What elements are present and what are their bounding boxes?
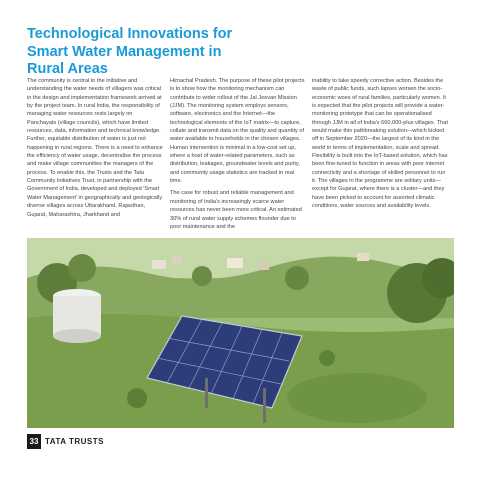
article-title xyxy=(27,26,327,79)
photo-illustration xyxy=(27,238,454,428)
paragraph: The case for robust and reliable management and monitoring of India's increasingly scarce water resources has never been more critical. An estimated 30% of rural water supply schemes flounder due to poor maintenance and the xyxy=(170,190,302,230)
title-line-3: Rural Areas xyxy=(27,61,108,77)
brand-name: TATA TRUSTS xyxy=(45,437,104,446)
body-column-1 xyxy=(27,77,163,223)
body-column-3 xyxy=(312,77,448,215)
paragraph: inability to take speedy corrective action. Besides the waste of public funds, such lapses worsen the socio-economic woes of rural families, particularly women. It is expected that the pilot projects will provide a water-monitoring prototype that can be operationalised through JJM in all of India's 660,000-plus villages. That would make this pathbreaking solution—which kicked off in September 2020—the largest of its kind in the world in terms of implementation, scale and spread. Flexibility is built into the IoT-based solution, which has been fine-tuned to function in areas with poor internet connectivity and a shortage of skilled personnel to run it. The villages in the programme are solitary units—except for Gujarat, where there is a cluster—and they have been picked to account for assorted climatic conditions, water sources and availability levels. xyxy=(312,78,448,210)
paragraph: The community is central to the initiative and understanding the water needs of villagers was critical in the design and implementation framework arrived at by the project team. In rural India, the responsibility of managing water resources rests largely on Panchayats (village councils), which have limited resources, data, information and technical knowledge. Further, equitable distribution of water is just not happening in rural regions. There is a need to enhance the efficiency of water usage, decentralise the process and make village communities the managers of the process. To enable this, the Trusts and the Tata Community Initiatives Trust, in partnership with the Government of India, developed and deployed 'Smart Water Management' in geographically and geologically diverse villages across Uttarakhand, Rajasthan, Gujarat, Maharashtra, Jharkhand and xyxy=(27,78,163,218)
paragraph: Himachal Pradesh. The purpose of these pilot projects is to show how the monitoring mechanism can contribute to wider rollout of the Jal Jeevan Mission (JJM). The monitoring system employs sensors, software, electronics and the Internet—the technological elements of the IoT matrix—to capture, collate and transmit data on the quality and quantity of water available to households in the chosen villages. Human intervention is minimal in a low-cost set up, where a host of water-related parameters, such as distribution, leakages, groundwater levels and purity, and community usage statistics are tracked in real time. xyxy=(170,78,305,185)
page-number: 33 xyxy=(27,434,41,449)
solar-panel-photo xyxy=(27,238,454,428)
body-column-2 xyxy=(170,77,306,235)
title-line-1: Technological Innovations for xyxy=(27,26,233,42)
title-line-2: Smart Water Management in xyxy=(27,43,222,60)
